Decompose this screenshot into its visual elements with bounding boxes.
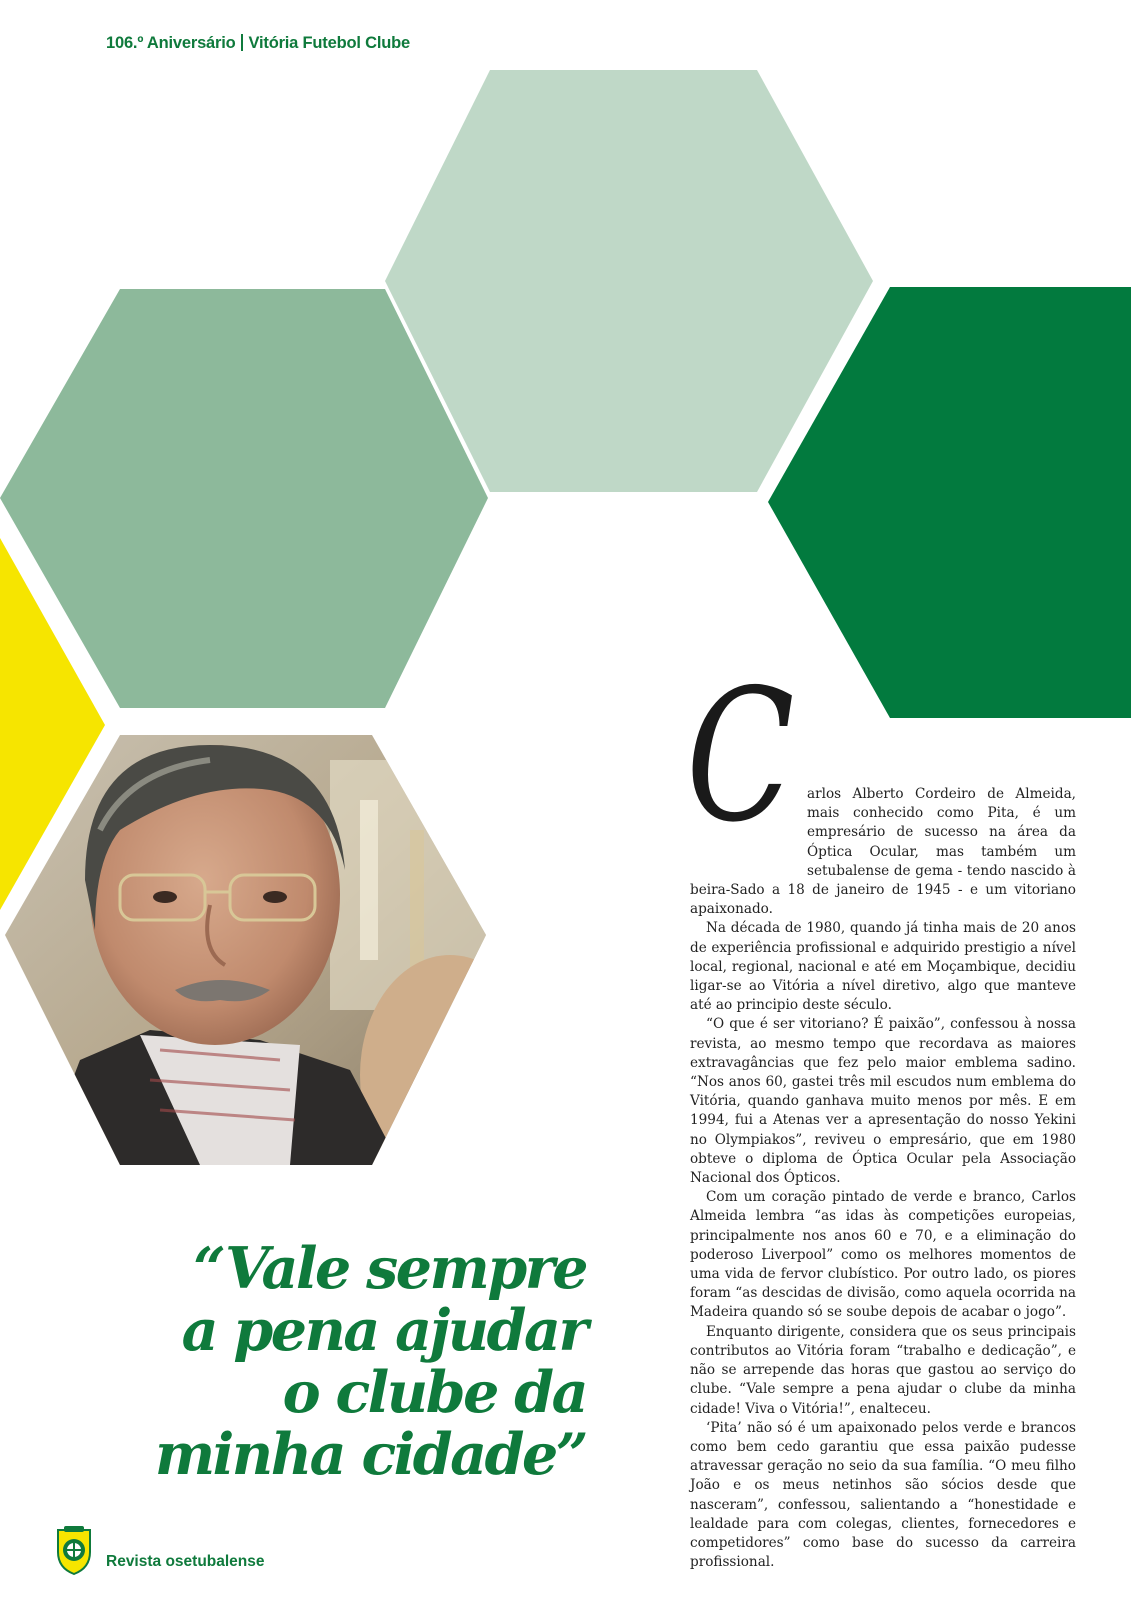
pull-quote-line: o clube da: [282, 1359, 586, 1426]
article-paragraph: “O que é ser vitoriano? É paixão”, confessou à nossa revista, ao mesmo tempo que recordava as maiores extravagâncias que fez pelo maior emblema sadino. “Nos anos 60, gastei três mil escudos num emblema do Vitória, quando ganhava muito menos por mês. E em 1994, fui a Atenas ver a apresentação do nosso Yekini no Olympiakos”, reviveu o empresário, que em 1980 obteve o diploma de Óptica Ocular pela Associação Nacional dos Ópticos.: [690, 1016, 1076, 1187]
article-body: [690, 785, 1076, 1572]
drop-cap: C: [686, 650, 795, 862]
article-paragraph: Enquanto dirigente, considera que os seus principais contributos ao Vitória foram “trabalho e dedicação”, e não se arrepende das horas que gastou ao serviço do clube. “Vale sempre a pena ajudar o clube da minha cidade! Viva o Vitória!”, enalteceu.: [690, 1323, 1076, 1417]
pull-quote-line: minha cidade”: [154, 1421, 586, 1488]
header-issue: 106.º Aniversário: [106, 34, 236, 52]
article-paragraph: Na década de 1980, quando já tinha mais de 20 anos de experiência profissional e adquirido prestigio a nível local, regional, nacional e até em Moçambique, decidiu ligar-se ao Vitória a nível diretivo, algo que manteve até ao principio deste século.: [690, 920, 1076, 1014]
pull-quote-line: “Vale sempre: [193, 1235, 586, 1302]
pull-quote: [106, 1235, 586, 1488]
pull-quote-line: a pena ajudar: [181, 1297, 586, 1364]
drop-cap-space: [690, 785, 807, 869]
footer-magazine-title: Revista osetubalense: [106, 1553, 265, 1570]
article-paragraph: ‘Pita’ não só é um apaixonado pelos verde e brancos como bem cedo garantiu que essa paixão pudesse atravessar geração no seio da sua família. “O meu filho João e os meus netinhos são sócios desde que nasceram”, confessou, salientando a “honestidade e lealdade para com colegas, clientes, fornecedores e competidores” como base do sucesso da carreira profissional.: [690, 1419, 1076, 1571]
article-lead-paragraph: [690, 785, 1076, 919]
article-lead-text: arlos Alberto Cordeiro de Almeida, mais conhecido como Pita, é um empresário de sucesso na área da Óptica Ocular, mas também um setubalense de gema - tendo nascido à beira-Sado a 18 de janeiro de 1945 - e um vitoriano apaixonado.: [690, 786, 1076, 918]
header-club: Vitória Futebol Clube: [248, 34, 410, 52]
club-crest-icon: [50, 1524, 98, 1576]
article-paragraph: Com um coração pintado de verde e branco, Carlos Almeida lembra “as idas às competições europeias, principalmente nos anos 60 e 70, e a eliminação do poderoso Liverpool” como os melhores momentos de uma vida de fervor clubístico. Por outro lado, os piores foram “as descidas de divisão, como aquela ocorrida na Madeira quando só se soube depois de acabar o jogo”.: [690, 1189, 1076, 1321]
